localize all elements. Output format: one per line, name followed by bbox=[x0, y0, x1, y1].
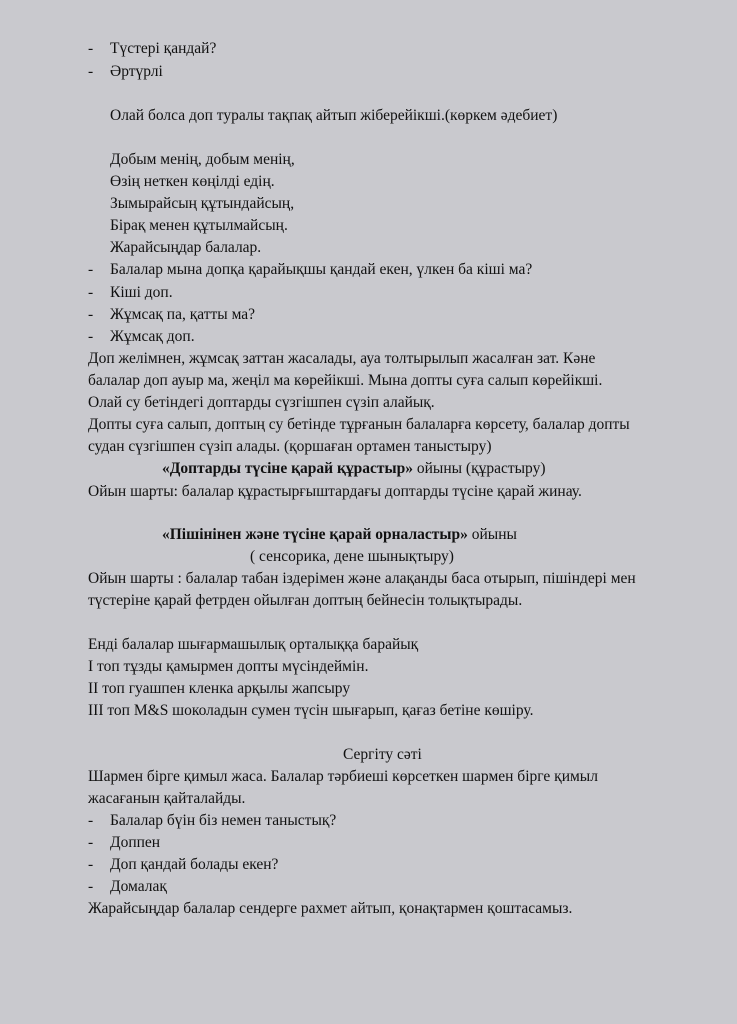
dialog-line: Жұмсақ доп. bbox=[110, 328, 195, 345]
dialog-line: Балалар мына допқа қарайықшы қандай екен, үлкен ба кіші ма? bbox=[110, 261, 533, 278]
paragraph-line: Доп желімнен, жұмсақ заттан жасалады, ауа толтырылып жасалған зат. Кәне bbox=[88, 350, 596, 367]
list-dash: - bbox=[88, 328, 94, 345]
sergitu-text: жасағанын қайталайды. bbox=[88, 790, 246, 807]
closing-line: Жарайсыңдар балалар сендерге рахмет айтып, қонақтармен қоштасамыз. bbox=[88, 900, 573, 917]
game1-heading bbox=[162, 460, 546, 478]
dialog-line: Жұмсақ па, қатты ма? bbox=[110, 306, 256, 323]
game1-title: «Доптарды түсіне қарай құрастыр» bbox=[162, 460, 413, 477]
sergitu-text: Шармен бірге қимыл жаса. Балалар тәрбиеші көрсеткен шармен бірге қимыл bbox=[88, 768, 598, 785]
list-dash: - bbox=[88, 834, 94, 851]
paragraph-line: Допты суға салып, доптың су бетінде тұрғанын балаларға көрсету, балалар допты bbox=[88, 416, 630, 433]
creative-line: Енді балалар шығармашылық орталыққа барайық bbox=[88, 636, 419, 653]
list-dash: - bbox=[88, 878, 94, 895]
dialog-line: Балалар бүін біз немен таныстық? bbox=[110, 812, 337, 829]
game2-heading bbox=[162, 526, 517, 544]
dialog-line: Доп қандай болады екен? bbox=[110, 856, 279, 873]
dialog-line: Домалақ bbox=[110, 878, 167, 895]
list-dash: - bbox=[88, 40, 94, 57]
list-dash: - bbox=[88, 306, 94, 323]
paragraph-line: Олай су бетіндегі доптарды сүзгішпен сүзіп алайық. bbox=[88, 394, 435, 411]
poem-line: Зымырайсың құтындайсың, bbox=[110, 195, 295, 212]
poem-line: Бірақ менен құтылмайсың. bbox=[110, 217, 288, 234]
poem-line: Добым менің, добым менің, bbox=[110, 151, 295, 168]
game1-rule: Ойын шарты: балалар құрастырғыштардағы доптарды түсіне қарай жинау. bbox=[88, 483, 582, 500]
dialog-line: Кіші доп. bbox=[110, 284, 173, 301]
game2-subtitle: ( сенсорика, дене шынықтыру) bbox=[250, 548, 454, 565]
poem-intro: Олай болса доп туралы тақпақ айтып жіберейікші.(көркем әдебиет) bbox=[110, 107, 558, 124]
game2-rule: Ойын шарты : балалар табан іздерімен және алақанды баса отырып, пішіндері мен bbox=[88, 570, 636, 587]
list-dash: - bbox=[88, 812, 94, 829]
creative-line: ІІІ топ M&S шоколадын сумен түсін шығарып, қағаз бетіне көшіру. bbox=[88, 702, 534, 719]
poem-line: Өзің неткен көңілді едің. bbox=[110, 173, 275, 190]
poem-line: Жарайсыңдар балалар. bbox=[110, 239, 262, 256]
paragraph-line: судан сүзгішпен сүзіп алады. (қоршаған ортамен таныстыру) bbox=[88, 438, 492, 455]
list-dash: - bbox=[88, 261, 94, 278]
game2-title: «Пішінінен және түсіне қарай орналастыр» bbox=[162, 526, 468, 543]
dialog-line: Доппен bbox=[110, 834, 161, 851]
list-dash: - bbox=[88, 284, 94, 301]
game2-suffix: ойыны bbox=[467, 526, 517, 543]
dialog-line: Түстері қандай? bbox=[110, 40, 217, 57]
sergitu-title: Сергіту сәті bbox=[343, 746, 422, 763]
creative-line: І топ тұзды қамырмен допты мүсіндеймін. bbox=[88, 658, 369, 675]
game2-rule: түстеріне қарай фетрден ойылған доптың бейнесін толықтырады. bbox=[88, 592, 523, 609]
creative-line: ІІ топ гуашпен кленка арқылы жапсыру bbox=[88, 680, 351, 697]
list-dash: - bbox=[88, 63, 94, 80]
paragraph-line: балалар доп ауыр ма, жеңіл ма көрейікші. Мына допты суға салып көрейікші. bbox=[88, 372, 603, 389]
dialog-line: Әртүрлі bbox=[110, 63, 163, 80]
list-dash: - bbox=[88, 856, 94, 873]
game1-suffix: ойыны (құрастыру) bbox=[413, 460, 546, 477]
